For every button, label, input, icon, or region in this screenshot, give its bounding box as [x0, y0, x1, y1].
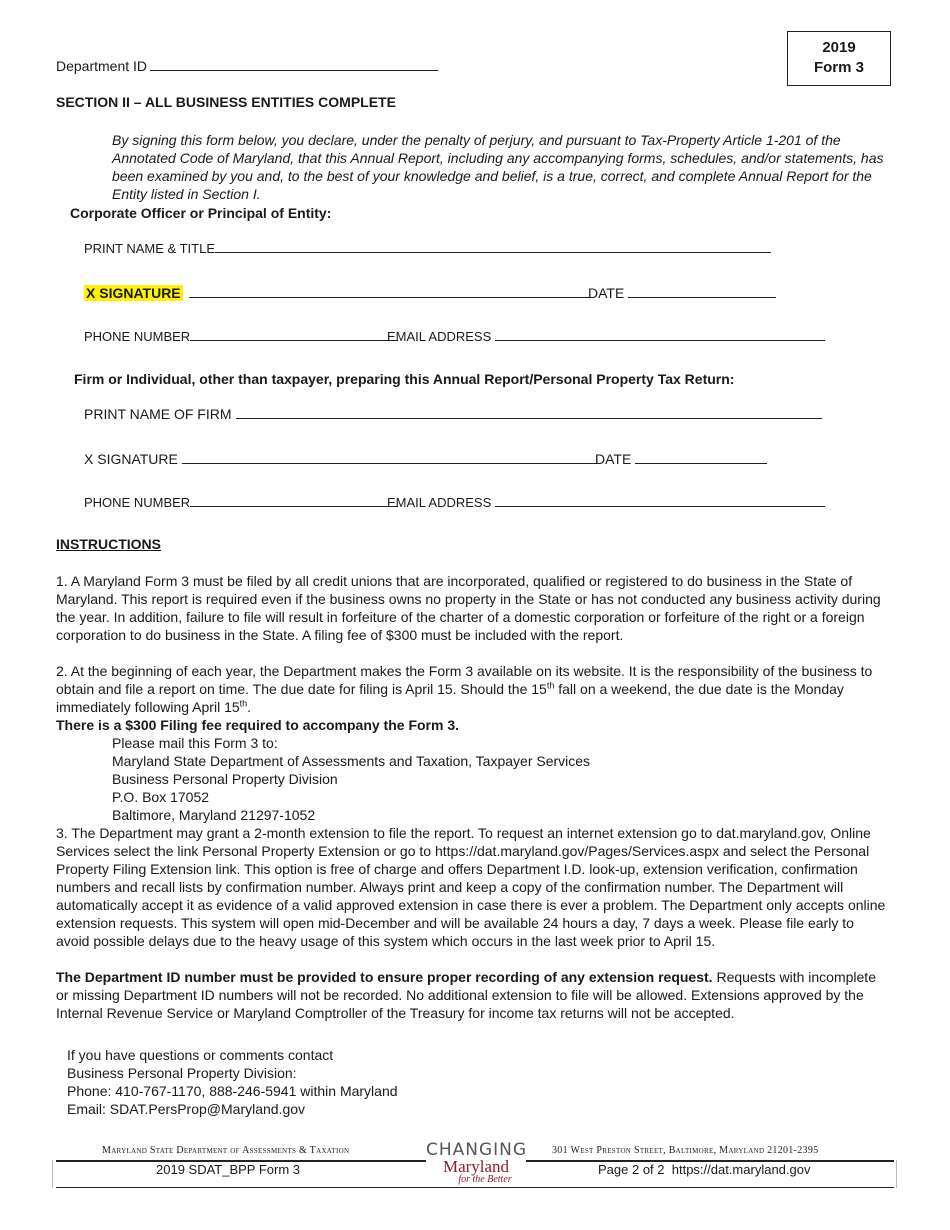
firm-email-label: EMAIL ADDRESS — [387, 495, 492, 510]
instruction-item-2-text-a: 2. At the beginning of each year, the Department makes the Form 3 available on its website. It is the responsibility of the business to obtain and file a report on time. The due date for filing is April 15. Should the 15 — [56, 663, 873, 697]
contact-line: Phone: 410-767-1170, 888-246-5941 within Maryland — [67, 1083, 398, 1099]
officer-heading: Corporate Officer or Principal of Entity: — [70, 205, 332, 221]
department-id-field — [56, 57, 438, 75]
firm-date-line[interactable] — [635, 462, 767, 464]
mailing-line: Maryland State Department of Assessments and Taxation, Taxpayer Services — [112, 753, 591, 769]
superscript-th: th — [546, 680, 555, 691]
department-id-notice-text: Requests with incomplete or missing Department ID numbers will not be recorded. No additional extension to file will be allowed. Extensions approved by the Internal Revenue Service or Maryland Comptroller of the Treasury for income tax returns will not be accepted. — [56, 969, 876, 1021]
mailing-address — [56, 734, 886, 824]
superscript-th: th — [239, 698, 248, 709]
officer-phone-field — [84, 328, 398, 346]
footer-form-id: 2019 SDAT_BPP Form 3 — [156, 1162, 301, 1177]
officer-signature-row — [84, 284, 589, 302]
firm-signature-row — [84, 450, 598, 468]
logo-tagline-text: for the Better — [458, 1174, 512, 1185]
print-name-title-field — [84, 240, 771, 258]
instruction-item-2-text-b: fall on a weekend, the due date is the Monday immediately following April 15 — [56, 681, 844, 715]
section-title: SECTION II – ALL BUSINESS ENTITIES COMPLETE — [56, 94, 396, 110]
officer-date-label: DATE — [588, 285, 625, 301]
officer-email-line[interactable] — [495, 339, 825, 341]
firm-signature-label: X SIGNATURE — [84, 451, 178, 467]
firm-name-field — [84, 405, 822, 423]
logo-changing-text: CHANGING — [426, 1140, 528, 1160]
instructions-heading: INSTRUCTIONS — [56, 536, 161, 552]
firm-date-field — [595, 450, 767, 468]
officer-date-field — [588, 284, 776, 302]
footer-address: 301 West Preston Street, Baltimore, Maryland 21201-2395 — [552, 1145, 819, 1156]
firm-heading: Firm or Individual, other than taxpayer, preparing this Annual Report/Personal Property Tax Return: — [74, 371, 735, 387]
department-id-label: Department ID — [56, 58, 148, 74]
department-id-line[interactable] — [150, 69, 438, 71]
instruction-item-1: 1. A Maryland Form 3 must be filed by all credit unions that are incorporated, qualified or registered to do business in the State of Maryland. This report is required even if the business owns no property in the State or has not conducted any business activity during the year. In addition, failure to file will result in forfeiture of the charter of a domestic corporation or forfeiture of the right or a foreign corporation to do business in the State. A filing fee of $300 must be included with the report. — [56, 573, 881, 643]
firm-name-line[interactable] — [236, 417, 822, 419]
department-id-notice-bold: The Department ID number must be provided to ensure proper recording of any extension request. — [56, 969, 713, 985]
contact-line: Email: SDAT.PersProp@Maryland.gov — [67, 1101, 306, 1117]
firm-phone-label: PHONE NUMBER — [84, 495, 191, 510]
instruction-item-3: 3. The Department may grant a 2-month extension to file the report. To request an internet extension go to dat.maryland.gov, Online Services select the link Personal Property Extension or go to https://dat.maryland.gov/Pages/Services.aspx and select the Personal Property Filing Extension link. This option is free of charge and offers Department I.D. look-up, extension verification, confirmation numbers and recall lists by confirmation number. Always print and keep a copy of the confirmation number. The Department will automatically accept it as evidence of a valid approved extension in case there is ever a problem. The Department only accepts online extension requests. This system will open mid-December and will be available 24 hours a day, 7 days a week. Please file early to avoid possible delays due to the heavy usage of this system which occurs in the last week prior to April 15. — [56, 825, 886, 949]
officer-email-label: EMAIL ADDRESS — [387, 329, 492, 344]
declaration-text: By signing this form below, you declare, under the penalty of perjury, and pursuant to Tax-Property Article 1-201 of the Annotated Code of Maryland, that this Annual Report, including any accompanying forms, schedules, and/or statements, has been examined by you and, to the best of your knowledge and belief, is a true, correct, and complete Annual Report for the Entity listed in Section I. — [112, 132, 884, 202]
contact-info — [67, 1046, 398, 1118]
firm-email-line[interactable] — [495, 505, 825, 507]
officer-email-field — [387, 328, 825, 346]
officer-phone-line[interactable] — [190, 339, 398, 341]
contact-line: If you have questions or comments contact — [67, 1047, 334, 1063]
footer-page-number: Page 2 of 2 — [598, 1162, 665, 1177]
mailing-line: Baltimore, Maryland 21297-1052 — [112, 807, 316, 823]
officer-signature-label: X SIGNATURE — [86, 285, 181, 301]
firm-phone-line[interactable] — [190, 505, 398, 507]
footer-page-url — [598, 1161, 810, 1179]
filing-fee-notice: There is a $300 Filing fee required to accompany the Form 3. — [56, 717, 460, 733]
firm-phone-field — [84, 494, 398, 512]
instruction-item-2 — [56, 662, 886, 824]
officer-phone-label: PHONE NUMBER — [84, 329, 191, 344]
footer-edge-left — [52, 1160, 53, 1188]
officer-signature-line[interactable] — [189, 296, 589, 298]
instruction-item-2-text-c: . — [247, 699, 252, 715]
footer-agency: Maryland State Department of Assessments & Taxation — [102, 1145, 350, 1156]
footer-edge-right — [896, 1160, 897, 1188]
firm-signature-line[interactable] — [182, 462, 598, 464]
changing-maryland-logo — [426, 1141, 526, 1187]
mailing-line: P.O. Box 17052 — [112, 789, 210, 805]
form-year: 2019 — [822, 39, 856, 56]
firm-name-label: PRINT NAME OF FIRM — [84, 406, 232, 422]
department-id-notice — [56, 968, 886, 1022]
form-name: Form 3 — [813, 59, 864, 76]
officer-date-line[interactable] — [628, 296, 776, 298]
mailing-line: Business Personal Property Division — [112, 771, 338, 787]
contact-line: Business Personal Property Division: — [67, 1065, 297, 1081]
logo-maryland-text: Maryland — [442, 1157, 510, 1176]
footer-url[interactable]: https://dat.maryland.gov — [671, 1162, 811, 1177]
firm-date-label: DATE — [595, 451, 632, 467]
print-name-title-label: PRINT NAME & TITLE — [84, 241, 215, 256]
firm-email-field — [387, 494, 825, 512]
mailing-line: Please mail this Form 3 to: — [112, 735, 278, 751]
footer-rule-bottom — [56, 1187, 894, 1188]
print-name-title-line[interactable] — [215, 251, 771, 253]
form-id-box — [787, 31, 891, 86]
